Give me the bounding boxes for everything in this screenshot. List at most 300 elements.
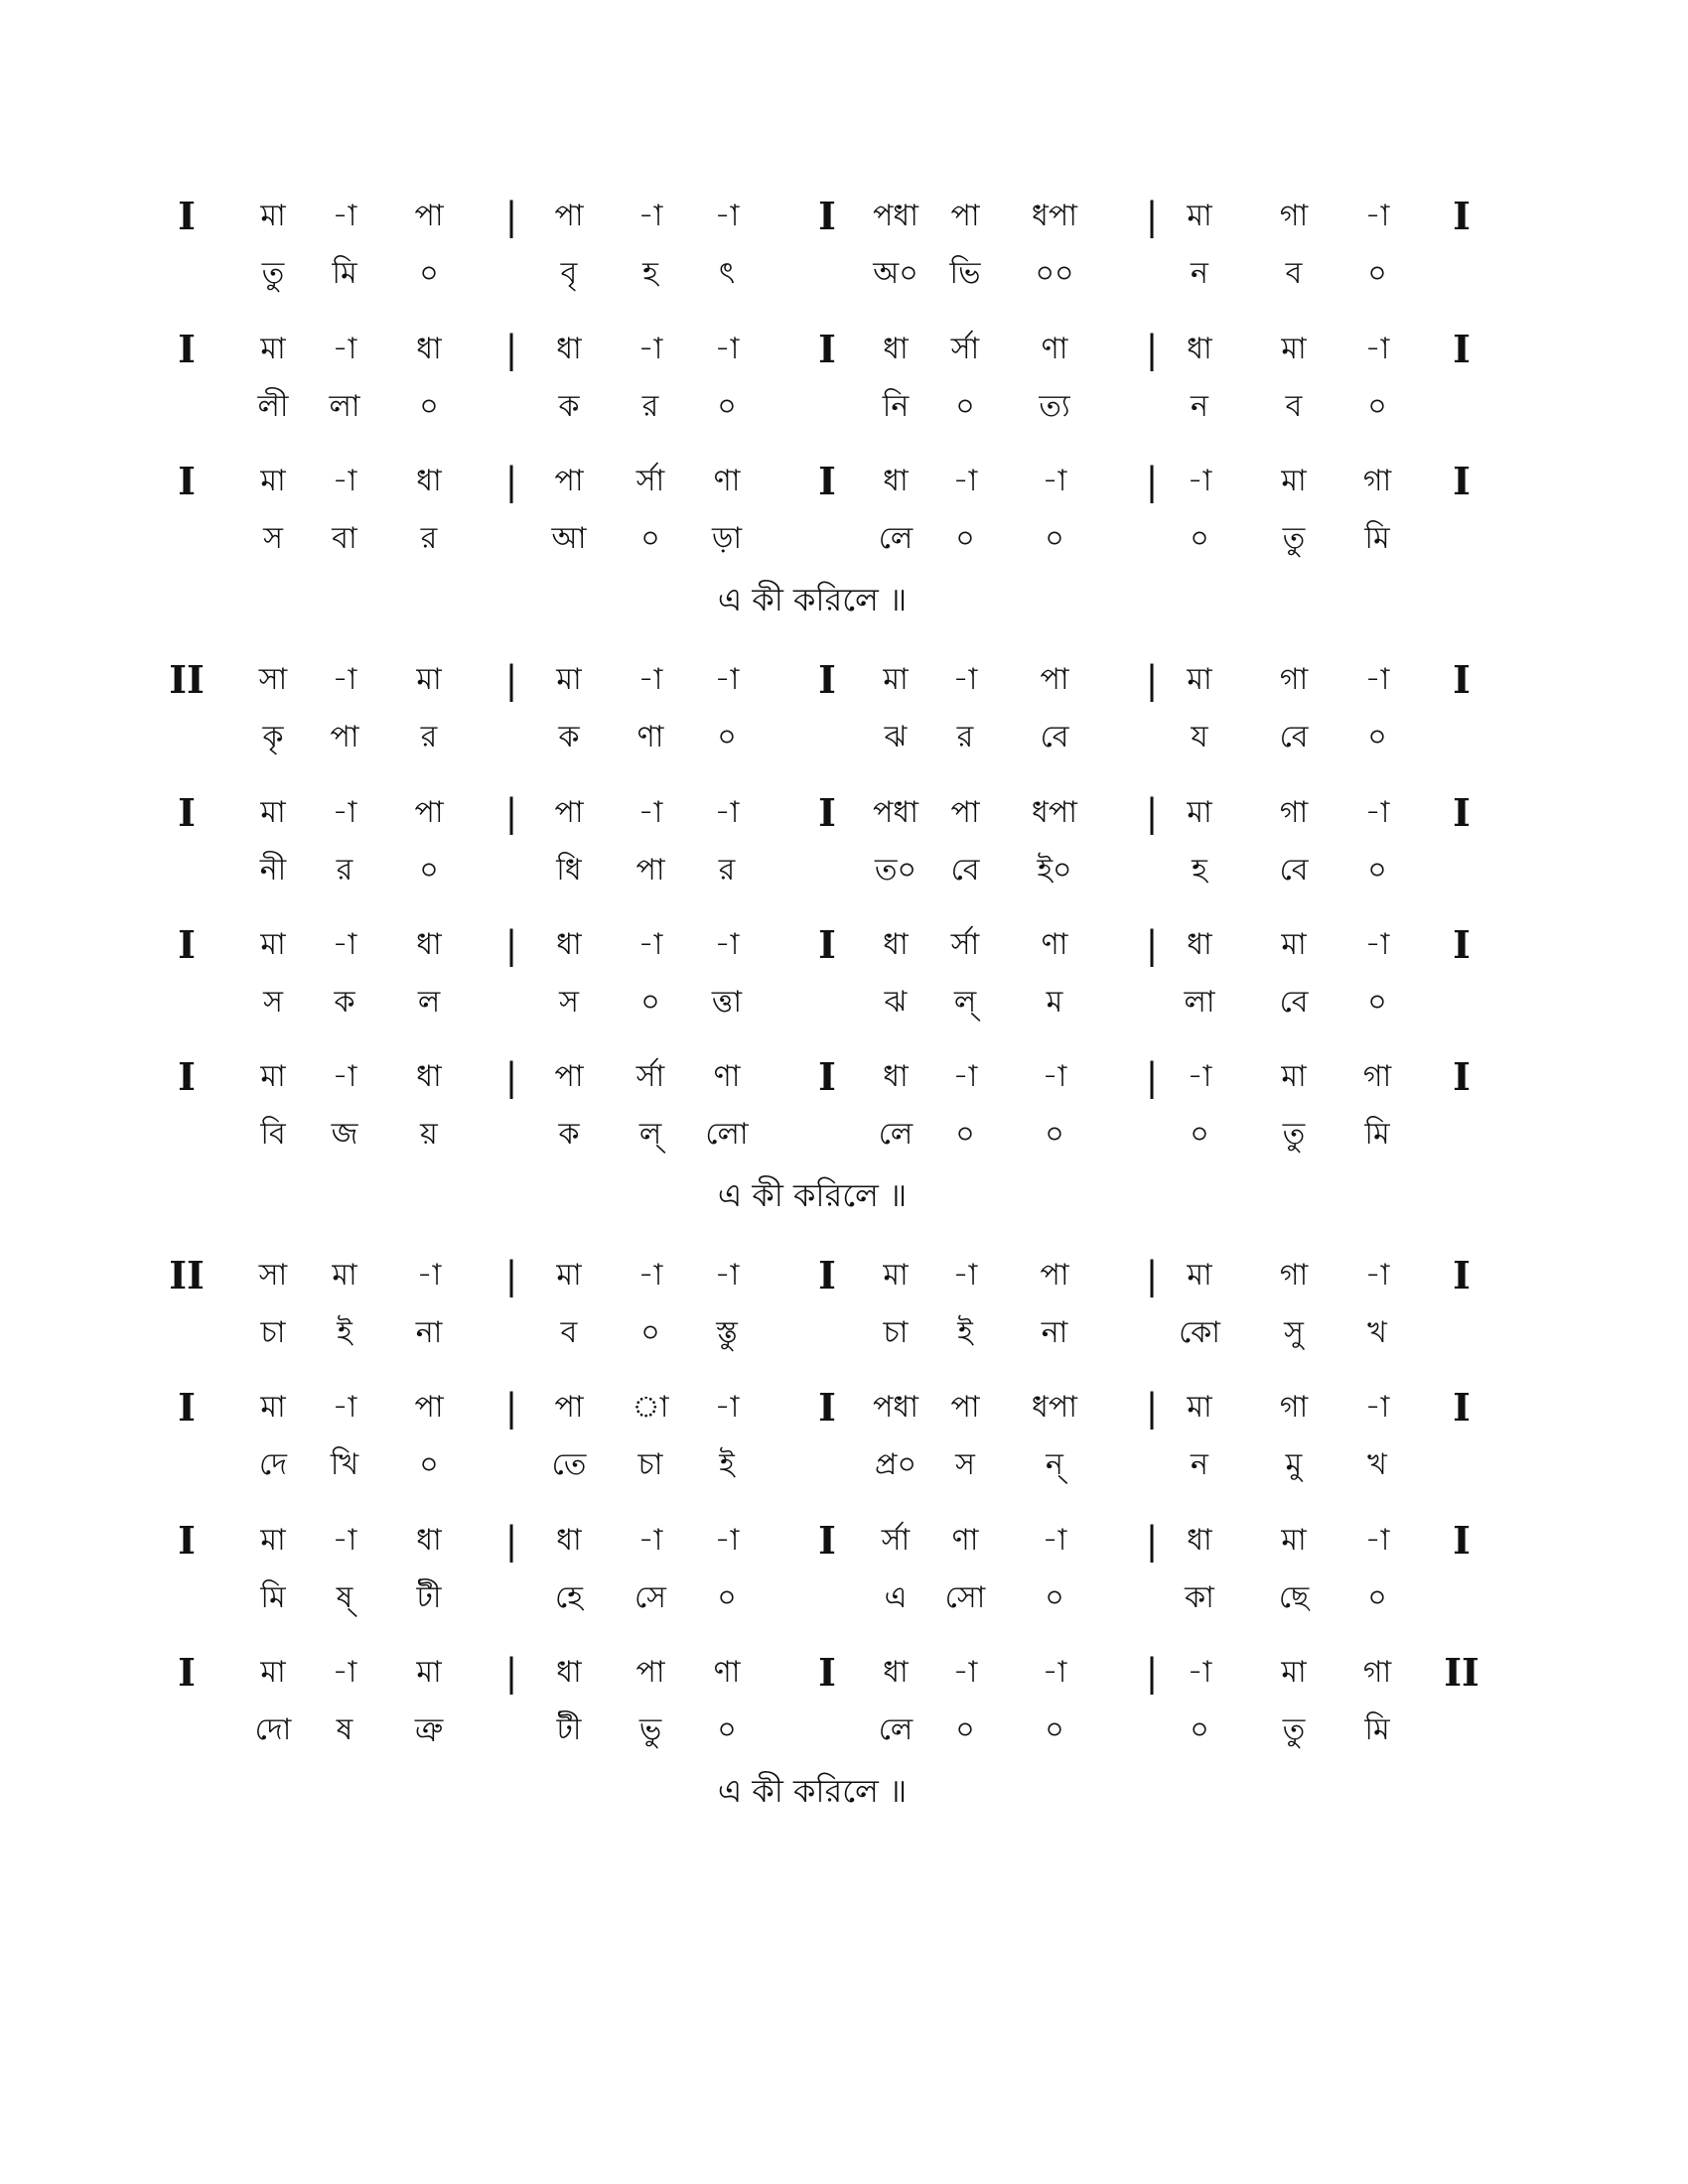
- note-cell: ণা: [713, 464, 741, 498]
- lyric-cell: বা: [332, 521, 357, 556]
- lyric-cell: ক: [558, 389, 580, 424]
- note-cell: ধপা: [1032, 199, 1077, 233]
- note-cell: -া: [714, 662, 740, 697]
- note-cell: -া: [332, 1655, 357, 1690]
- note-cell: ধা: [883, 927, 909, 962]
- note-cell: -া: [1364, 1523, 1390, 1558]
- note-cell: মা: [1281, 1655, 1307, 1690]
- measure-bar: I: [818, 1650, 836, 1695]
- lyric-cell: সে: [634, 1580, 666, 1615]
- lyric-cell: ০: [419, 1447, 439, 1482]
- lyric-cell: ক: [558, 720, 580, 754]
- note-cell: গা: [1362, 464, 1392, 498]
- note-cell: মা: [1281, 1059, 1307, 1094]
- lyric-cell: ক: [334, 985, 355, 1020]
- note-cell: মা: [883, 1258, 909, 1293]
- note-cell: -া: [952, 1258, 978, 1293]
- note-cell: ধা: [883, 1059, 909, 1094]
- lyric-cell: ল্: [638, 1117, 662, 1152]
- note-cell: -া: [1042, 1655, 1067, 1690]
- note-cell: মা: [883, 662, 909, 697]
- lyric-cell: হ: [642, 256, 658, 291]
- end-bar-marker: I: [1453, 1385, 1471, 1430]
- lyric-cell: ল: [417, 985, 441, 1020]
- lyric-cell: এ: [884, 1580, 908, 1615]
- start-bar-marker: I: [178, 327, 196, 371]
- note-cell: ধা: [883, 464, 909, 498]
- start-bar-marker: I: [178, 194, 196, 238]
- lyric-cell: র: [420, 521, 438, 556]
- note-cell: মা: [260, 1655, 286, 1690]
- note-cell: -া: [1187, 1655, 1212, 1690]
- lyric-cell: লী: [257, 389, 289, 424]
- lyric-cell: ০: [955, 1117, 975, 1152]
- note-cell: -া: [1187, 1059, 1212, 1094]
- lyric-cell: ০: [1045, 1117, 1064, 1152]
- refrain-line: এ কী করিলে ॥: [717, 1772, 908, 1810]
- note-cell: ধা: [1187, 927, 1212, 962]
- lyric-cell: লা: [1184, 985, 1215, 1020]
- beat-separator: |: [504, 1254, 518, 1297]
- lyric-cell: ষ: [336, 1712, 353, 1747]
- lyric-cell: ০: [1045, 521, 1064, 556]
- note-cell: মা: [1281, 927, 1307, 962]
- note-cell: ধা: [556, 1523, 582, 1558]
- lyric-cell: অ০: [873, 256, 918, 291]
- lyric-cell: দে: [259, 1447, 287, 1482]
- lyric-cell: ০: [1367, 853, 1387, 887]
- note-cell: সা: [258, 662, 288, 697]
- start-bar-marker: II: [169, 1253, 205, 1297]
- note-cell: ণা: [713, 1059, 741, 1094]
- note-cell: -া: [1364, 199, 1390, 233]
- end-bar-marker: II: [1444, 1650, 1479, 1695]
- lyric-cell: কৃ: [262, 720, 284, 754]
- lyric-cell: তু: [1282, 1117, 1306, 1152]
- lyric-cell: তু: [1282, 521, 1306, 556]
- start-bar-marker: I: [178, 459, 196, 503]
- lyric-cell: হ: [1192, 853, 1207, 887]
- note-cell: পা: [950, 1390, 980, 1425]
- lyric-cell: ০: [640, 1315, 660, 1350]
- note-cell: -া: [1364, 662, 1390, 697]
- lyric-cell: চা: [883, 1315, 909, 1350]
- note-cell: র্সা: [881, 1523, 911, 1558]
- note-cell: ধা: [883, 332, 909, 366]
- lyric-cell: তু: [261, 256, 285, 291]
- note-cell: -া: [332, 199, 357, 233]
- lyric-cell: ব: [560, 1315, 578, 1350]
- lyric-cell: বৃ: [560, 256, 578, 291]
- note-cell: ধা: [416, 464, 442, 498]
- lyric-cell: ০: [1367, 389, 1387, 424]
- note-cell: -া: [1364, 1258, 1390, 1293]
- lyric-cell: লে: [878, 1712, 914, 1747]
- lyric-cell: ত্রু: [414, 1712, 444, 1747]
- end-bar-marker: I: [1453, 657, 1471, 702]
- measure-bar: I: [818, 1253, 836, 1297]
- note-cell: মা: [260, 795, 286, 830]
- note-cell: মা: [260, 1059, 286, 1094]
- note-cell: মা: [260, 1523, 286, 1558]
- lyric-cell: বে: [1279, 720, 1309, 754]
- lyric-cell: ০: [419, 853, 439, 887]
- note-cell: মা: [556, 1258, 582, 1293]
- note-cell: পধা: [873, 199, 918, 233]
- lyric-cell: ন: [1191, 256, 1208, 291]
- start-bar-marker: I: [178, 1650, 196, 1695]
- lyric-cell: তে: [551, 1447, 587, 1482]
- note-cell: মা: [260, 199, 286, 233]
- note-cell: গা: [1279, 199, 1309, 233]
- lyric-cell: য: [1191, 720, 1208, 754]
- lyric-cell: ০: [419, 389, 439, 424]
- lyric-cell: র: [718, 853, 736, 887]
- note-cell: -া: [1364, 927, 1390, 962]
- measure-bar: I: [818, 790, 836, 835]
- beat-separator: |: [504, 923, 518, 967]
- note-cell: -া: [952, 464, 978, 498]
- lyric-cell: জ: [331, 1117, 358, 1152]
- note-cell: ধা: [416, 1059, 442, 1094]
- note-cell: মা: [1187, 662, 1212, 697]
- lyric-cell: ০: [1367, 985, 1387, 1020]
- note-cell: পধা: [873, 1390, 918, 1425]
- lyric-cell: ০: [640, 985, 660, 1020]
- lyric-cell: ঝ: [884, 720, 908, 754]
- lyric-cell: ত০: [874, 853, 917, 887]
- start-bar-marker: I: [178, 790, 196, 835]
- lyric-cell: ০: [640, 521, 660, 556]
- lyric-cell: চা: [260, 1315, 286, 1350]
- beat-separator: |: [504, 1519, 518, 1563]
- note-cell: গা: [1279, 1390, 1309, 1425]
- lyric-cell: ই০: [1037, 853, 1072, 887]
- start-bar-marker: I: [178, 1385, 196, 1430]
- lyric-cell: ভি: [949, 256, 981, 291]
- beat-separator: |: [1145, 923, 1159, 967]
- note-cell: মা: [556, 662, 582, 697]
- lyric-cell: স্তু: [716, 1315, 738, 1350]
- note-cell: পা: [554, 464, 584, 498]
- lyric-cell: ০: [717, 389, 737, 424]
- measure-bar: I: [818, 657, 836, 702]
- beat-separator: |: [1145, 791, 1159, 835]
- note-cell: মা: [416, 662, 442, 697]
- refrain-line: এ কী করিলে ॥: [717, 581, 908, 618]
- lyric-cell: ব: [1285, 389, 1303, 424]
- measure-bar: I: [818, 1054, 836, 1099]
- note-cell: ণা: [951, 1523, 979, 1558]
- lyric-cell: বে: [1279, 853, 1309, 887]
- lyric-cell: খ: [1367, 1447, 1387, 1482]
- lyric-cell: ন: [1191, 389, 1208, 424]
- lyric-cell: ধি: [556, 853, 582, 887]
- note-cell: ধা: [556, 1655, 582, 1690]
- note-cell: মা: [1281, 332, 1307, 366]
- note-cell: -া: [637, 927, 663, 962]
- note-cell: -া: [332, 662, 357, 697]
- note-cell: র্সা: [635, 1059, 665, 1094]
- end-bar-marker: I: [1453, 194, 1471, 238]
- lyric-cell: হে: [555, 1580, 583, 1615]
- start-bar-marker: II: [169, 657, 205, 702]
- note-cell: পা: [554, 1390, 584, 1425]
- lyric-cell: র: [336, 853, 353, 887]
- note-cell: মা: [260, 1390, 286, 1425]
- note-cell: -া: [332, 1390, 357, 1425]
- note-cell: পা: [414, 795, 444, 830]
- note-cell: ধা: [416, 1523, 442, 1558]
- note-cell: মা: [332, 1258, 357, 1293]
- beat-separator: |: [1145, 1651, 1159, 1695]
- lyric-cell: ০: [955, 389, 975, 424]
- lyric-cell: ন্: [1046, 1447, 1063, 1482]
- lyric-cell: লে: [878, 521, 914, 556]
- lyric-cell: ড়া: [711, 521, 743, 556]
- lyric-cell: ০: [419, 256, 439, 291]
- beat-separator: |: [1145, 195, 1159, 238]
- note-cell: -া: [332, 927, 357, 962]
- lyric-cell: য়: [420, 1117, 438, 1152]
- lyric-cell: পা: [635, 853, 665, 887]
- lyric-cell: ত্য: [1039, 389, 1070, 424]
- lyric-cell: র: [641, 389, 659, 424]
- lyric-cell: বে: [950, 853, 980, 887]
- lyric-cell: স: [263, 521, 283, 556]
- note-cell: -া: [637, 1258, 663, 1293]
- note-cell: -া: [714, 332, 740, 366]
- note-cell: -া: [714, 1523, 740, 1558]
- lyric-cell: স: [559, 985, 579, 1020]
- beat-separator: |: [1145, 1254, 1159, 1297]
- lyric-cell: ০০: [1035, 256, 1074, 291]
- note-cell: -া: [332, 1059, 357, 1094]
- note-cell: -া: [1042, 1059, 1067, 1094]
- note-cell: া: [632, 1390, 669, 1425]
- beat-separator: |: [504, 328, 518, 371]
- note-cell: -া: [637, 662, 663, 697]
- note-cell: -া: [1042, 464, 1067, 498]
- note-cell: ধা: [1187, 332, 1212, 366]
- note-cell: পা: [950, 199, 980, 233]
- lyric-cell: তু: [1282, 1712, 1306, 1747]
- lyric-cell: বি: [260, 1117, 286, 1152]
- lyric-cell: মি: [1364, 1712, 1390, 1747]
- lyric-cell: ত্তা: [711, 985, 743, 1020]
- lyric-cell: স: [955, 1447, 975, 1482]
- lyric-cell: ন: [1191, 1447, 1208, 1482]
- start-bar-marker: I: [178, 1054, 196, 1099]
- lyric-cell: না: [415, 1315, 443, 1350]
- lyric-cell: নি: [882, 389, 910, 424]
- note-cell: -া: [332, 1523, 357, 1558]
- lyric-cell: ক: [558, 1117, 580, 1152]
- beat-separator: |: [504, 1055, 518, 1099]
- note-cell: মা: [1187, 1258, 1212, 1293]
- lyric-cell: ষ্: [336, 1580, 353, 1615]
- lyric-cell: চা: [637, 1447, 663, 1482]
- note-cell: -া: [332, 795, 357, 830]
- lyric-cell: সো: [944, 1580, 986, 1615]
- note-cell: মা: [260, 464, 286, 498]
- lyric-cell: ভু: [638, 1712, 662, 1747]
- note-cell: ধা: [556, 332, 582, 366]
- start-bar-marker: I: [178, 922, 196, 967]
- end-bar-marker: I: [1453, 922, 1471, 967]
- lyric-cell: ০: [1190, 1117, 1209, 1152]
- note-cell: -া: [637, 1523, 663, 1558]
- note-cell: গা: [1279, 1258, 1309, 1293]
- note-cell: ণা: [1041, 927, 1068, 962]
- lyric-cell: টী: [556, 1712, 582, 1747]
- note-cell: -া: [637, 332, 663, 366]
- note-cell: মা: [1281, 1523, 1307, 1558]
- beat-separator: |: [1145, 658, 1159, 702]
- lyric-cell: বে: [1279, 985, 1309, 1020]
- note-cell: -া: [637, 199, 663, 233]
- lyric-cell: ০: [717, 720, 737, 754]
- note-cell: -া: [332, 332, 357, 366]
- lyric-cell: প্র০: [875, 1447, 916, 1482]
- note-cell: মা: [1281, 464, 1307, 498]
- lyric-cell: ৎ: [718, 256, 736, 291]
- lyric-cell: খি: [330, 1447, 359, 1482]
- note-cell: -া: [714, 1258, 740, 1293]
- note-cell: পা: [635, 1655, 665, 1690]
- measure-bar: I: [818, 1385, 836, 1430]
- beat-separator: |: [1145, 1386, 1159, 1430]
- note-cell: -া: [332, 464, 357, 498]
- lyric-cell: র: [420, 720, 438, 754]
- lyric-cell: ছে: [1278, 1580, 1310, 1615]
- note-cell: গা: [1279, 662, 1309, 697]
- note-cell: ধা: [416, 332, 442, 366]
- note-cell: গা: [1362, 1655, 1392, 1690]
- lyric-cell: লা: [329, 389, 360, 424]
- note-cell: -া: [714, 1390, 740, 1425]
- note-cell: সা: [258, 1258, 288, 1293]
- note-cell: পা: [1040, 1258, 1069, 1293]
- measure-bar: I: [818, 1518, 836, 1563]
- note-cell: গা: [1279, 795, 1309, 830]
- note-cell: ধপা: [1032, 1390, 1077, 1425]
- lyric-cell: পা: [330, 720, 359, 754]
- lyric-cell: সু: [1284, 1315, 1304, 1350]
- note-cell: পা: [554, 1059, 584, 1094]
- note-cell: -া: [1364, 332, 1390, 366]
- note-cell: মা: [1187, 1390, 1212, 1425]
- beat-separator: |: [504, 1651, 518, 1695]
- lyric-cell: ০: [1190, 521, 1209, 556]
- lyric-cell: র: [956, 720, 974, 754]
- note-cell: ধা: [1187, 1523, 1212, 1558]
- lyric-cell: কো: [1179, 1315, 1220, 1350]
- lyric-cell: ০: [955, 521, 975, 556]
- note-cell: -া: [952, 662, 978, 697]
- lyric-cell: মি: [1364, 521, 1390, 556]
- note-cell: -া: [714, 199, 740, 233]
- note-cell: -া: [952, 1059, 978, 1094]
- lyric-cell: আ: [551, 521, 587, 556]
- end-bar-marker: I: [1453, 1253, 1471, 1297]
- lyric-cell: ০: [1367, 1580, 1387, 1615]
- lyric-cell: ই: [957, 1315, 973, 1350]
- lyric-cell: ঝ: [884, 985, 908, 1020]
- lyric-cell: ০: [1367, 720, 1387, 754]
- measure-bar: I: [818, 459, 836, 503]
- lyric-cell: নী: [259, 853, 287, 887]
- note-cell: মা: [260, 927, 286, 962]
- lyric-cell: কা: [1185, 1580, 1214, 1615]
- lyric-cell: ০: [717, 1712, 737, 1747]
- beat-separator: |: [504, 195, 518, 238]
- beat-separator: |: [1145, 1519, 1159, 1563]
- lyric-cell: ই: [719, 1447, 735, 1482]
- note-cell: -া: [416, 1258, 442, 1293]
- lyric-cell: ০: [1045, 1712, 1064, 1747]
- end-bar-marker: I: [1453, 459, 1471, 503]
- lyric-cell: ০: [1190, 1712, 1209, 1747]
- beat-separator: |: [504, 460, 518, 503]
- lyric-cell: ০: [1045, 1580, 1064, 1615]
- note-cell: পা: [554, 199, 584, 233]
- lyric-cell: লে: [878, 1117, 914, 1152]
- beat-separator: |: [1145, 1055, 1159, 1099]
- note-cell: র্সা: [950, 332, 980, 366]
- lyric-cell: দো: [254, 1712, 292, 1747]
- note-cell: পা: [554, 795, 584, 830]
- note-cell: পা: [950, 795, 980, 830]
- beat-separator: |: [504, 1386, 518, 1430]
- lyric-cell: মি: [332, 256, 357, 291]
- note-cell: ধা: [883, 1655, 909, 1690]
- beat-separator: |: [504, 658, 518, 702]
- lyric-cell: ০: [1367, 256, 1387, 291]
- note-cell: গা: [1362, 1059, 1392, 1094]
- lyric-cell: ০: [717, 1580, 737, 1615]
- end-bar-marker: I: [1453, 1518, 1471, 1563]
- beat-separator: |: [504, 791, 518, 835]
- lyric-cell: ণা: [636, 720, 664, 754]
- lyric-cell: খ: [1367, 1315, 1387, 1350]
- note-cell: ধপা: [1032, 795, 1077, 830]
- lyric-cell: বে: [1040, 720, 1069, 754]
- measure-bar: I: [818, 922, 836, 967]
- note-cell: -া: [714, 795, 740, 830]
- note-cell: পা: [1040, 662, 1069, 697]
- lyric-cell: ম: [1046, 985, 1063, 1020]
- end-bar-marker: I: [1453, 790, 1471, 835]
- measure-bar: I: [818, 327, 836, 371]
- note-cell: -া: [637, 795, 663, 830]
- note-cell: -া: [1187, 464, 1212, 498]
- lyric-cell: টী: [416, 1580, 442, 1615]
- note-cell: মা: [260, 332, 286, 366]
- note-cell: -া: [1042, 1523, 1067, 1558]
- lyric-cell: ই: [337, 1315, 352, 1350]
- note-cell: মা: [416, 1655, 442, 1690]
- note-cell: র্সা: [950, 927, 980, 962]
- lyric-cell: লো: [705, 1117, 749, 1152]
- note-cell: র্সা: [635, 464, 665, 498]
- measure-bar: I: [818, 194, 836, 238]
- lyric-cell: মি: [260, 1580, 286, 1615]
- note-cell: পধা: [873, 795, 918, 830]
- lyric-cell: ০: [955, 1712, 975, 1747]
- lyric-cell: স: [263, 985, 283, 1020]
- refrain-line: এ কী করিলে ॥: [717, 1176, 908, 1214]
